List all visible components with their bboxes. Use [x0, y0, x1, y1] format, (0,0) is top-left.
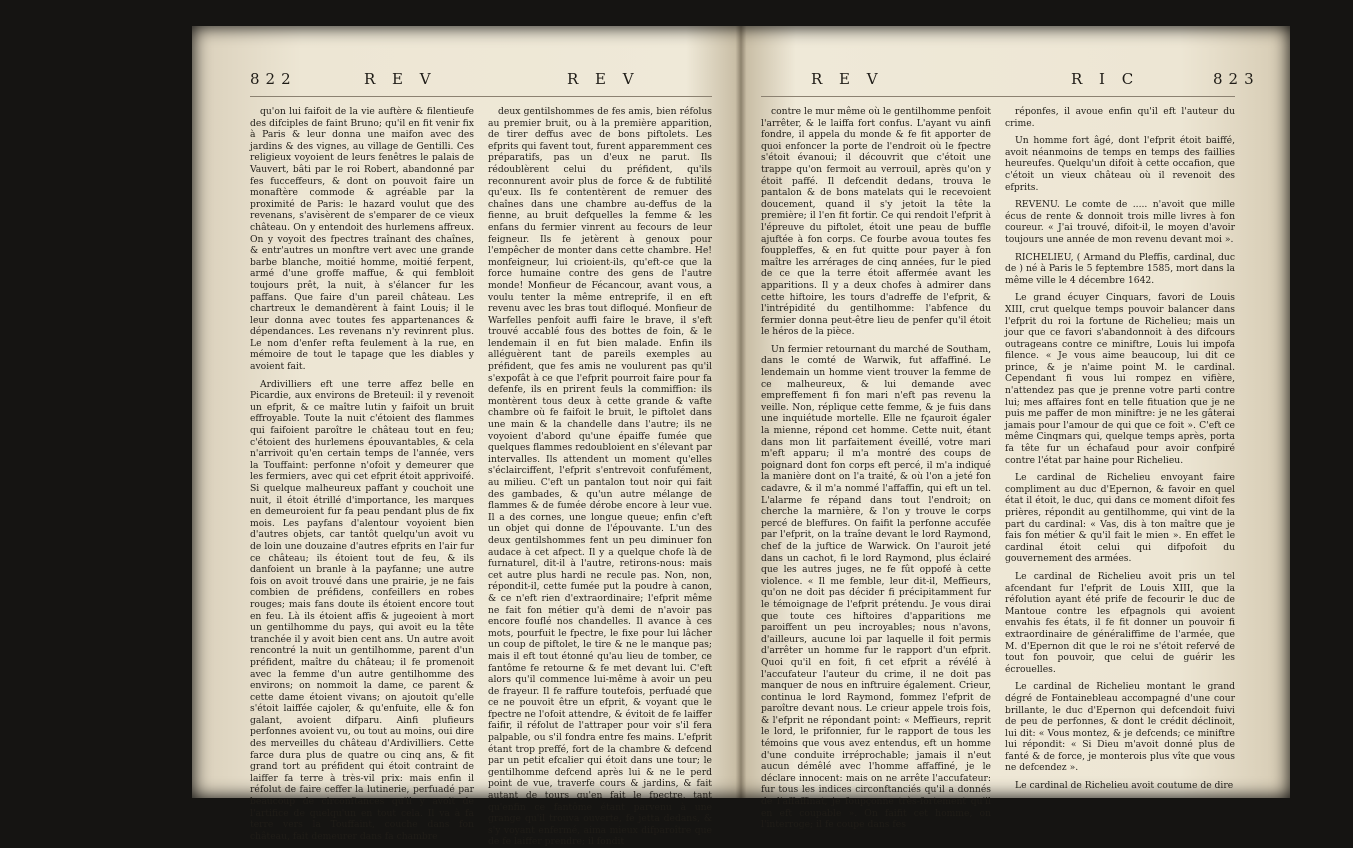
paragraph: Ardivilliers eft une terre affez belle en Picardie, aux environs de Breteuil: il y revenoit un efprit, & ce maître lutin y faifoit un bruit effroyable. Toute la nuit c'étoient des flammes qui faifoient paroître le château tout en feu; c'étoient des hurlemens épouvantables, & cela n'arrivoit qu'en certain temps de l'année, vers la Touffaint: perfonne n'ofoit y demeurer que les fermiers, avec qui cet efprit étoit apprivoifé. Si quelque malheureux paffant y couchoit une nuit, il étoit étrillé d'importance, les marques en demeuroient fur fa peau pendant plus de fix mois. Les payfans d'alentour voyoient bien d'autres objets, car tantôt quelqu'un avoit vu de loin une douzaine d'autres efprits en l'air fur ce château; ils étoient tout de feu, & ils danfoient un branle à la payfanne; une autre fois on avoit trouvé dans une prairie, je ne fais combien de préfidens, confeillers en robes rouges; mais fans doute ils étoient encore tout en feu. Là ils étoient affis & jugeoient à mort un gentilhomme du pays, qui avoit eu la tête tranchée il y avoit bien cent ans. Un autre avoit rencontré la nuit un gentilhomme, parent d'un préfident, maître du château; il fe promenoit avec la femme d'un autre gentilhomme des environs; on nommoit la dame, ce parent & cette dame étoient vivans; on ajoutoit qu'elle s'étoit laiffée cajoler, & qu'enfuite, elle & fon galant, avoient difparu. Ainfi plufieurs perfonnes avoient vu, ou tout au moins, oui dire des merveilles du château d'Ardivilliers. Cette farce dura plus de quatre ou cinq ans, & fit grand tort au préfident qui étoit contraint de laiffer fa terre à très-vil prix: mais enfin il réfolut de faire ceffer la lutinerie, perfuadé par beaucoup de circonftances qu'il y avoit de l'artifice de quelqu'un en tout cela. Il va à fa terre vers la Touffaint, couche dans fon château, fait demeurer dans fa chambre: [250, 378, 474, 842]
paragraph: Le cardinal de Richelieu avoit coutume de dire: [1015, 780, 1234, 792]
right-header-rule: [761, 96, 1235, 97]
right-header-col1: R E V: [811, 70, 884, 88]
paragraph: qu'on lui faifoit de la vie auftère & filentieufe des difciples de faint Bruno; qu'il en fit venir fix à Paris & leur donna une maifon avec des jardins & des vignes, au village de Gentilli. Ces religieux voyoient de leurs fenêtres le palais de Vauvert, bâti par le roi Robert, abandonné par fes fucceffeurs, & dont on pouvoit faire un monaftère commode & agréable par la proximité de Paris: le hazard voulut que des revenans, s'avisèrent de s'emparer de ce vieux château. On y entendoit des hurlemens affreux. On y voyoit des fpectres traînant des chaînes, & entr'autres un monftre vert avec une grande barbe blanche, moitié homme, moitié ferpent, armé d'une groffe maffue, & qui fembloit toujours prêt, la nuit, à s'élancer fur les paffans. Que faire d'un pareil château. Les chartreux le demandèrent à faint Louis; il le leur donna avec toutes fes appartenances & dépendances. Les revenans n'y revinrent plus. Le nom d'enfer refta feulement à la rue, en mémoire de tout le tapage que les diables y avoient fait.: [250, 106, 474, 373]
paragraph: Le cardinal de Richelieu envoyant faire compliment au duc d'Epernon, & favoir en quel état il étoit, le duc, qui dans ce moment difoit fes prières, répondit au gentilhomme, qui vint de la part du cardinal: « Vas, dis à ton maître que je fais fon métier & qu'il fait le mien ». En effet le cardinal étoit celui qui difpofoit du gouvernement des armées.: [1005, 472, 1235, 565]
paragraph: deux gentilshommes de fes amis, bien réfolus au premier bruit, ou à la première apparition, de tirer deffus avec de bons piftolets. Les efprits qui favent tout, furent apparemment ces préparatifs, pas un d'eux ne parut. Ils rédoublèrent celui du préfident, qu'ils reconnurent avoir plus de force & de fubtilité qu'eux. Ils fe contentèrent de remuer des chaînes dans une chambre au-deffus de la fienne, au bruit defquelles la femme & les enfans du fermier vinrent au fecours de leur feigneur. Ils fe jetèrent à genoux pour l'empêcher de monter dans cette chambre. He! monfeigneur, lui crioient-ils, qu'eft-ce que la force humaine contre des gens de l'autre monde! Monfieur de Fécancour, avant vous, a voulu tenter la même entreprife, il en eft revenu avec les bras tout difloqué. Monfieur de Warfelles penfoit auffi faire le brave, il s'eft trouvé accablé fous des bottes de foin, & le lendemain il en fut bien malade. Enfin ils alléguèrent tant de pareils exemples au préfident, que fes amis ne voulurent pas qu'il s'expofât à ce que l'efprit pourroit faire pour fa defenfe, ils en prirent feuls la commiffion: ils montèrent tous deux à cette grande & vafte chambre où fe faifoit le bruit, le piftolet dans une main & la chandelle dans l'autre; ils ne voyoient d'abord qu'une épaiffe fumée que quelques flammes redoubloient en s'élevant par intervalles. Ils attendent un moment qu'elles s'éclairciffent, l'efprit s'entrevoit confufément, au milieu. C'eft un pantalon tout noir qui fait des gambades, & qu'un autre mélange de flammes & de fumée dérobe encore à leur vue. Il a des cornes, une longue queue; enfin c'eft un objet qui donne de l'épouvante. L'un des deux gentilshommes fent un peu diminuer fon audace à cet afpect. Il y a quelque chofe là de furnaturel, dit-il à l'autre, retirons-nous: mais cet autre plus hardi ne recule pas. Non, non, répondit-il, cette fumée put la poudre à canon, & ce n'eft rien d'extraordinaire; l'efprit même ne fait fon métier qu'à demi de n'avoir pas encore fouflé nos chandelles. Il avance à ces mots, pourfuit le fpectre, le fixe pour lui lâcher un coup de piftolet, le tire & ne le manque pas; mais il eft tout étonné qu'au lieu de tomber, ce fantôme fe retourne & fe met devant lui. C'eft alors qu'il commence lui-même à avoir un peu de frayeur. Il fe raffure toutefois, perfuadé que ce ne pouvoit être un efprit, & voyant que le fpectre ne l'ofoit attendre, & évitoit de fe laiffer faifir, il réfolut de l'attraper pour voir s'il fera palpable, ou s'il fondra entre fes mains. L'efprit étant trop preffé, fort de la chambre & defcend par un petit efcalier qui étoit dans une tour; le gentilhomme defcend après lui & ne le perd point de vue, traverfe cours & jardins, & fait autant de tours qu'en fait le fpectre, tant qu'enfin ce fantôme étant parvenu à une grange qu'il trouva ouverte, fe jetta dedans, & s'y voyant enfermé, aima mieux difparoître que de fe laiffer prendre; il fondit: [488, 106, 712, 848]
paragraph: Le grand écuyer Cinquars, favori de Louis XIII, crut quelque temps pouvoir balancer dans l'efprit du roi la fortune de Richelieu; mais un jour que ce favori s'abandonnoit à des difcours outrageans contre ce miniftre, Louis lui impofa filence. « Je vous aime beaucoup, lui dit ce prince, & je n'aime point M. le cardinal. Cependant fi vous lui rompez en vifière, n'attendez pas que je prenne votre parti contre lui; mes affaires font en telle fituation que je ne puis me paffer de mon miniftre: je ne les gâterai jamais pour l'amour de qui que ce foit ». C'eft ce même Cinqmars qui, quelque temps après, porta fa tête fur un échafaud pour avoir confpiré contre l'état par haine pour Richelieu.: [1005, 292, 1235, 466]
right-running-head: [741, 70, 1290, 96]
left-header-rule: [250, 96, 712, 97]
left-running-head: [192, 70, 741, 96]
right-header-col2: R I C: [1071, 70, 1140, 88]
book-spread: [192, 26, 1290, 848]
right-columns: [761, 106, 1235, 831]
left-columns: [250, 106, 712, 848]
right-column-2: [1005, 106, 1235, 792]
right-page: [741, 26, 1290, 831]
paragraph: Le cardinal de Richelieu montant le grand dégré de Fontainebleau accompagné d'une cour brillante, le duc d'Epernon qui defcendoit fuivi de peu de perfonnes, & dont le crédit déclinoit, lui dit: « Vous montez, & je defcends; ce miniftre lui répondit: « Si Dieu m'avoit donné plus de fanté & de force, je monterois plus vîte que vous ne defcendez ».: [1005, 681, 1235, 774]
left-column-2: [488, 106, 712, 848]
paragraph: Un fermier retournant du marché de Southam, dans le comté de Warwik, fut affaffiné. Le lendemain un homme vient trouver la femme de ce malheureux, & lui demande avec empreffement fi fon mari n'eft pas revenu la veille. Non, réplique cette femme, & je fuis dans une inquiétude mortelle. Elle ne fçauroit égaler la mienne, répond cet homme. Cette nuit, étant dans mon lit parfaitement éveillé, votre mari m'eft apparu; il m'a montré des coups de poignard dont fon corps eft percé, il m'a indiqué la manière dont on l'a traité, & où l'on a jeté fon cadavre, & il m'a nommé l'affaffin, qui eft un tel. L'alarme fe répand dans tout l'endroit; on cherche la marnière, & l'on y trouve le corps percé de bleffures. On faifit la perfonne accufée par l'efprit, on la traîne devant le lord Raymond, chef de la juftice de Warwick. On l'auroit jeté dans un cachot, fi le lord Raymond, plus éclairé que les autres juges, ne fe fût oppofé à cette violence. « Il me femble, leur dit-il, Meffieurs, qu'on ne doit pas décider fi précipitamment fur le témoignage de l'efprit prétendu. Je vous dirai que toute ces hiftoires d'apparitions me paroiffent un peu incroyables; nous n'avons, d'ailleurs, aucune loi par laquelle il foit permis d'arrêter un homme fur le rapport d'un efprit. Quoi qu'il en foit, fi cet efprit a révélé à l'accufateur l'auteur du crime, il ne doit pas manquer de nous en inftruire également. Crieur, continua le lord Raymond, fommez l'efprit de paroître devant nous. Le crieur appele trois fois, & l'efprit ne répondant point: « Meffieurs, reprit le lord, le prifonnier, fur le rapport de tous les témoins que vous avez entendus, eft un homme d'une conduite irréprochable; jamais il n'eut aucun démêlé avec l'homme affaffiné, je le déclare innocent: mais on ne arrête l'accufateur: fur tous les indices circonftanciés qu'il a donnés de l'affaffinat, je foupçonne très-fortement qu'il en eft coupable ». On faifit cet homme, on l'interroge; il fe coupe dans fes: [761, 343, 991, 831]
left-page: [192, 26, 741, 848]
entry-revenu: REVENU. Le comte de ..... n'avoit que mille écus de rente & donnoit trois mille livres à fon coureur. « J'ai trouvé, difoit-il, le moyen d'avoir toujours une année de mon revenu devant moi ».: [1005, 199, 1235, 245]
entry-richelieu: RICHELIEU, ( Armand du Pleffis, cardinal, duc de ) né à Paris le 5 feptembre 1585, mort dans la même ville le 4 décembre 1642.: [1005, 251, 1235, 286]
paragraph: réponfes, il avoue enfin qu'il eft l'auteur du crime.: [1005, 106, 1235, 129]
paragraph: Un homme fort âgé, dont l'efprit étoit baiffé, avoit néanmoins de temps en temps des faillies heureufes. Quelqu'un difoit à cette occafion, que c'étoit un vieux château où il revenoit des efprits.: [1005, 135, 1235, 193]
right-column-1: [761, 106, 991, 831]
paragraph: contre le mur même où le gentilhomme penfoit l'arrêter, & le laiffa fort confus. L'ayant vu ainfi fondre, il appela du monde & fe fit apporter de quoi enfoncer la porte de l'endroit où le fpectre s'étoit évanoui; il découvrit que c'étoit une trappe qu'on fermoit au verrouil, après qu'on y étoit paffé. Il defcendit dedans, trouva le pantalon & de bons matelats qui le recevoient doucement, quand il s'y jetoit la tête la première; il l'en fit fortir. Ce qui rendoit l'efprit à l'épreuve du piftolet, étoit une peau de buffle ajuftée à fon corps. Ce fourbe avoua toutes fes fouppleffes, & en fut quitte pour payer à fon maître les arrérages de cinq années, fur le pied de ce que la terre étoit affermée avant les apparitions. Il y a deux chofes à admirer dans cette hiftoire, les tours d'adreffe de l'efprit, & l'intrépidité du gentilhomme: l'abfence du fermier donna peut-être lieu de penfer qu'il étoit le héros de la pièce.: [761, 106, 991, 338]
left-column-1: [250, 106, 474, 842]
left-page-number: 822: [250, 70, 297, 88]
left-header-col2: R E V: [567, 70, 640, 88]
right-page-number: 823: [1213, 70, 1260, 88]
left-header-col1: R E V: [364, 70, 437, 88]
paragraph: Le cardinal de Richelieu avoit pris un tel afcendant fur l'efprit de Louis XIII, que la réfolution ayant été prife de fecourir le duc de Mantoue contre les efpagnols qui avoient envahis fes états, il fe fit donner un pouvoir fi extraordinaire de généraliffime de l'armée, que M. d'Epernon dit que le roi ne s'étoit refervé de tout fon pouvoir, que celui de guérir les écrouelles.: [1005, 570, 1235, 675]
